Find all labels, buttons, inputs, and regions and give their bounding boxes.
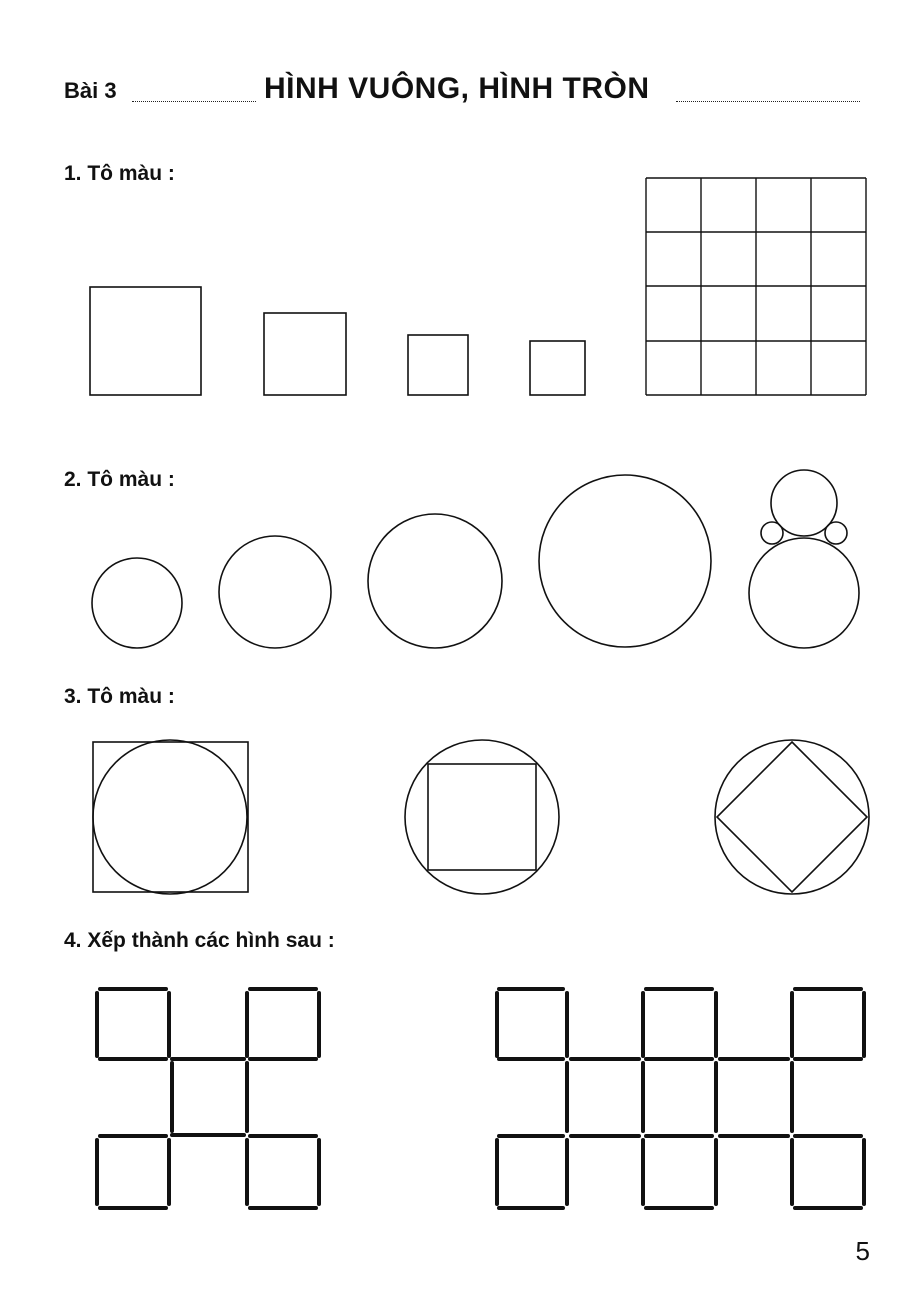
exercise-3-shapes xyxy=(93,740,869,894)
square-smallest xyxy=(530,341,585,395)
page-title: HÌNH VUÔNG, HÌNH TRÒN xyxy=(264,72,650,105)
circle-2 xyxy=(219,536,331,648)
square-small xyxy=(408,335,468,395)
matchstick-figure-left xyxy=(97,989,319,1208)
circle-in-square xyxy=(93,740,248,894)
square-large xyxy=(90,287,201,395)
page-number: 5 xyxy=(855,1236,870,1266)
square-grid xyxy=(646,178,866,395)
exercise-1-prompt: 1. Tô màu : xyxy=(64,162,175,185)
exercise-2-prompt: 2. Tô màu : xyxy=(64,468,175,491)
circle-figure xyxy=(749,470,859,648)
exercise-1-squares xyxy=(90,287,585,395)
circle-1 xyxy=(92,558,182,648)
square-medium xyxy=(264,313,346,395)
square-in-circle xyxy=(405,740,559,894)
circle-4 xyxy=(539,475,711,647)
diamond-in-circle xyxy=(715,740,869,894)
exercise-4-prompt: 4. Xếp thành các hình sau : xyxy=(64,929,335,952)
lesson-label: Bài 3 xyxy=(64,78,117,103)
exercise-2-circles xyxy=(92,475,711,648)
exercise-3-prompt: 3. Tô màu : xyxy=(64,685,175,708)
circle-3 xyxy=(368,514,502,648)
matchstick-figure-right xyxy=(497,989,864,1208)
